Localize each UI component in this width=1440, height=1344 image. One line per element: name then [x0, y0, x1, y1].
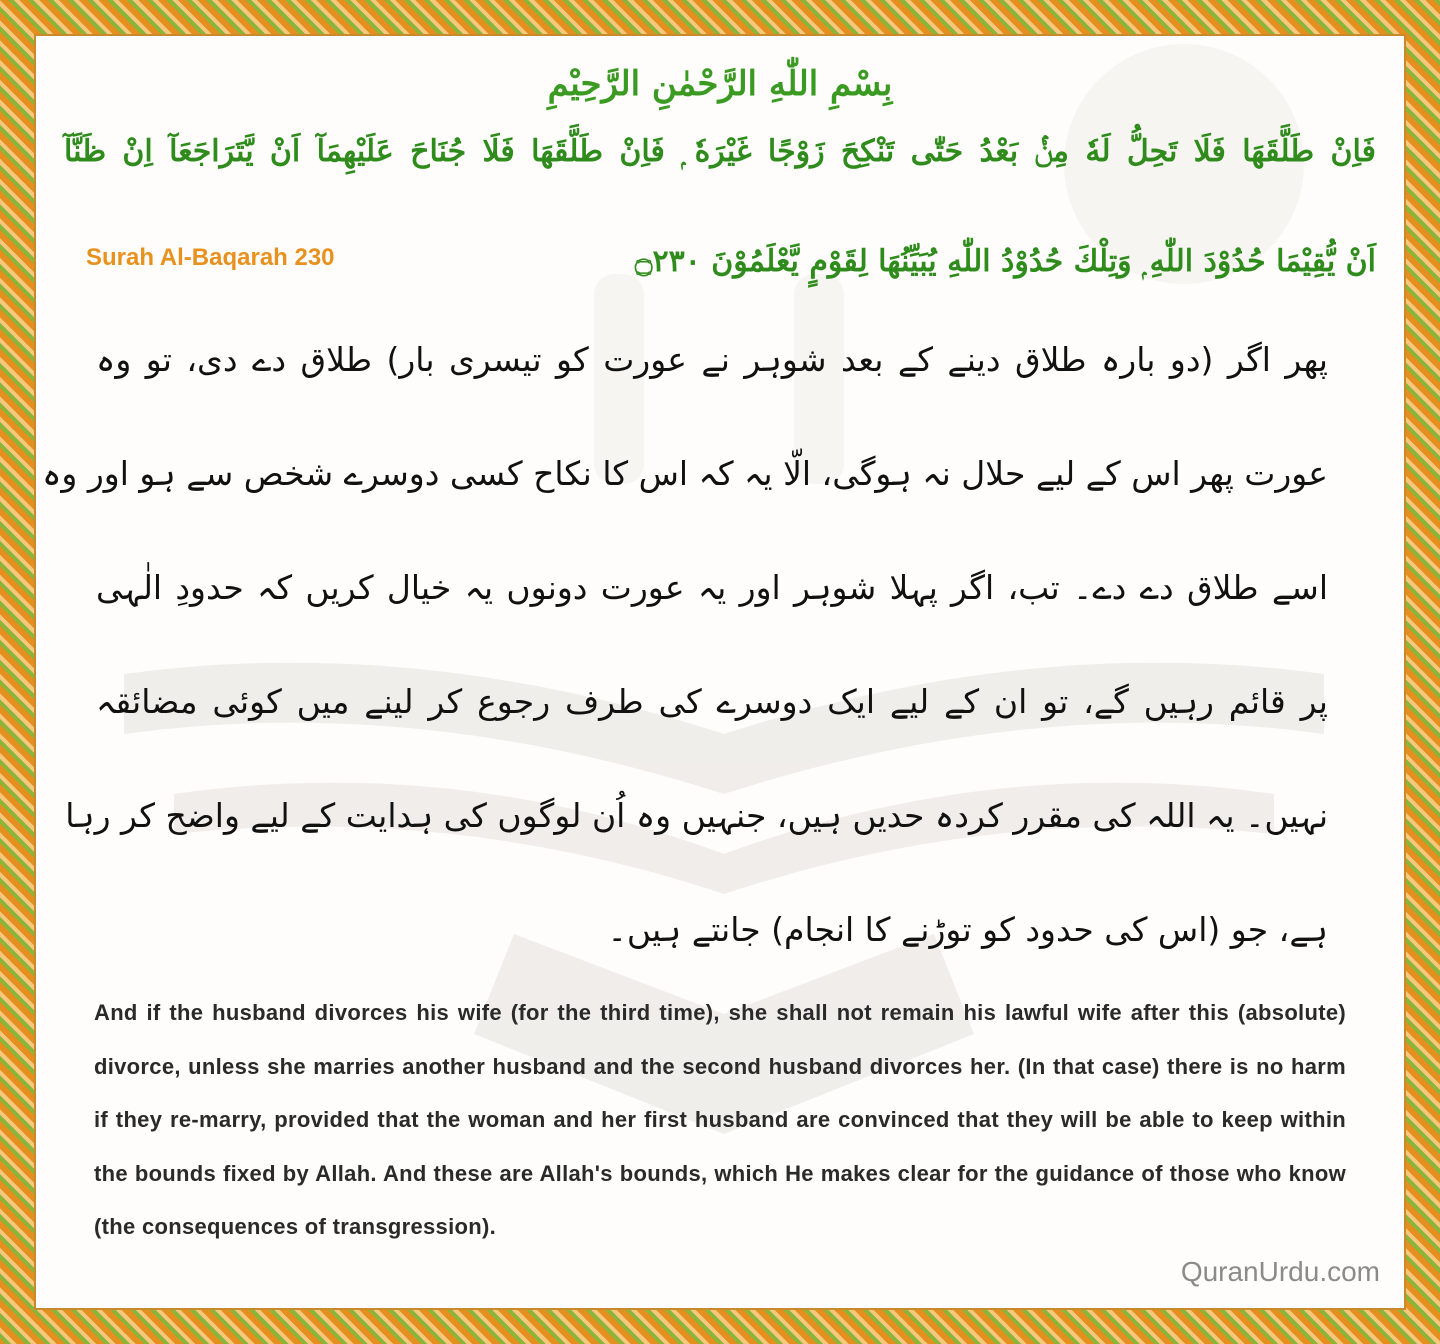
arabic-verse-line-1: فَاِنْ طَلَّقَهَا فَلَا تَحِلُّ لَهٗ مِنْۢ بَعْدُ حَتّٰى تَنْكِحَ زَوْجًا غَيْرَهٗ ۭ فَاِنْ طَلَّقَهَا فَلَا جُنَاحَ عَلَيْهِمَآ اَنْ يَّتَرَاجَعَآ اِنْ ظَنَّآ — [64, 134, 1376, 169]
urdu-line-2: عورت پھر اس کے لیے حلال نہ ہوگی، الّا یہ کہ اس کا نکاح کسی دوسرے شخص سے ہو اور وہ — [42, 454, 1328, 493]
urdu-line-5: نہیں۔ یہ اللہ کی مقرر کردہ حدیں ہیں، جنہیں وہ اُن لوگوں کی ہدایت کے لیے واضح کر رہا — [65, 796, 1328, 835]
english-translation: And if the husband divorces his wife (for the third time), she shall not remain his lawful wife after this (absolute) divorce, unless she marries another husband and the second husband divorces her. (In that case) there is no harm if they re-marry, provided that the woman and her first husband are convinced that they will be able to keep within the bounds fixed by Allah. And these are Allah's bounds, which He makes clear for the guidance of those who know (the consequences of transgression). — [94, 1000, 1346, 1239]
urdu-line-1: پھر اگر (دو بارہ طلاق دینے کے بعد شوہر نے عورت کو تیسری بار) طلاق دے دی، تو وہ — [96, 340, 1328, 379]
content-panel — [34, 34, 1406, 1310]
website-watermark: QuranUrdu.com — [1180, 1256, 1380, 1287]
urdu-line-4: پر قائم رہیں گے، تو ان کے لیے ایک دوسرے کی طرف رجوع کر لینے میں کوئی مضائقہ — [96, 682, 1328, 721]
bismillah-heading: بِسْمِ اللّٰهِ الرَّحْمٰنِ الرَّحِيْمِ — [547, 64, 893, 104]
urdu-line-3: اسے طلاق دے دے۔ تب، اگر پہلا شوہر اور یہ عورت دونوں یہ خیال کریں کہ حدودِ الٰہی — [96, 568, 1328, 607]
surah-reference: Surah Al-Baqarah 230 — [86, 244, 335, 271]
urdu-line-6: ہے، جو (اس کی حدود کو توڑنے کا انجام) جانتے ہیں۔ — [607, 910, 1328, 949]
arabic-verse-line-2: اَنْ يُّقِيْمَا حُدُوْدَ اللّٰهِ ۭ وَتِلْكَ حُدُوْدُ اللّٰهِ يُبَيِّنُهَا لِقَوْمٍ يَّعْلَمُوْنَ ۝۲۳۰ — [634, 244, 1376, 279]
